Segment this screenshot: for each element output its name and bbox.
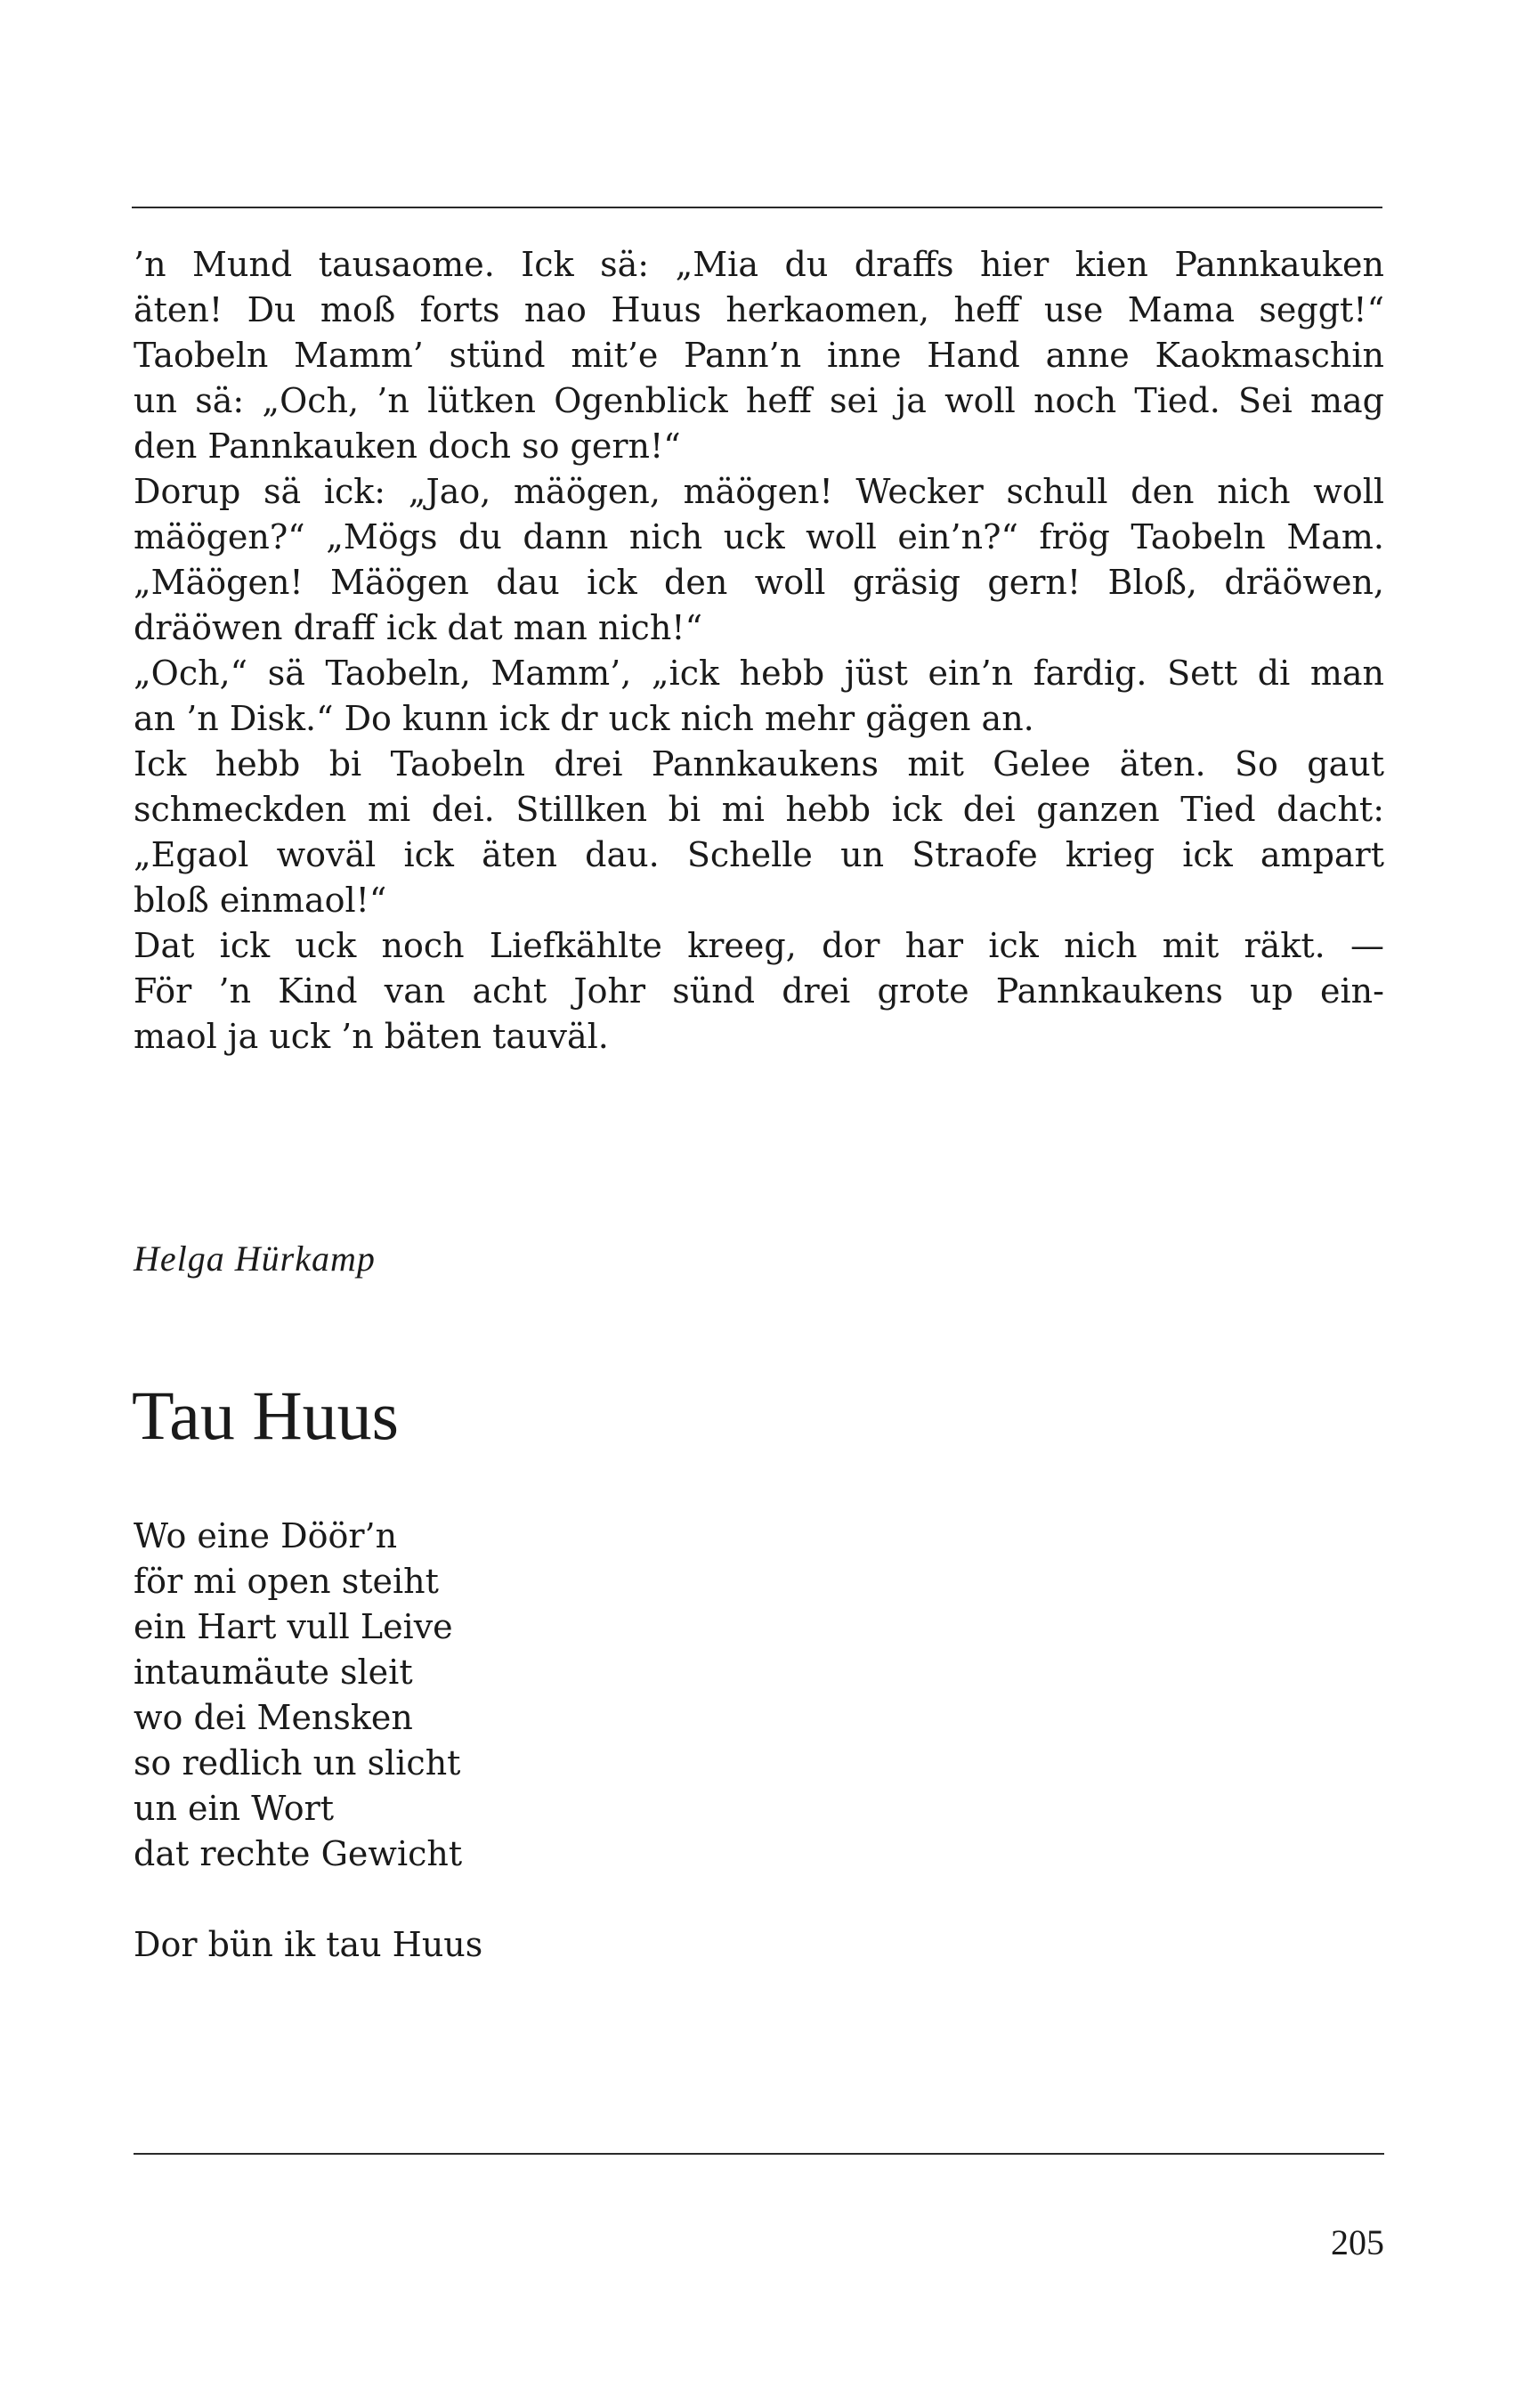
prose-line: För ’n Kind van acht Johr sünd drei grote Pannkaukens up ein- bbox=[134, 971, 1384, 1011]
prose-line: den Pannkauken doch so gern!“ bbox=[134, 426, 681, 466]
poem-line: ein Hart vull Leive bbox=[134, 1607, 453, 1646]
prose-line: ’n Mund tausaome. Ick sä: „Mia du draffs hier kien Pannkauken bbox=[134, 245, 1384, 284]
poem-text bbox=[134, 1514, 482, 1968]
poem-line: Wo eine Döör’n bbox=[134, 1516, 398, 1555]
poem-line: un ein Wort bbox=[134, 1789, 335, 1828]
poem-line: intaumäute sleit bbox=[134, 1653, 413, 1692]
prose-line: bloß einmaol!“ bbox=[134, 881, 387, 920]
prose-line: Taobeln Mamm’ stünd mit’e Pann’n inne Hand anne Kaokmaschin bbox=[134, 336, 1384, 375]
top-rule bbox=[132, 207, 1382, 208]
prose-line: schmeckden mi dei. Stillken bi mi hebb ick dei ganzen Tied dacht: bbox=[134, 790, 1384, 829]
poem-line: för mi open steiht bbox=[134, 1562, 439, 1601]
bottom-rule bbox=[134, 2153, 1384, 2155]
prose-line: maol ja uck ’n bäten tauväl. bbox=[134, 1017, 609, 1056]
poem-line: Dor bün ik tau Huus bbox=[134, 1925, 483, 1964]
author-name: Helga Hürkamp bbox=[134, 1239, 376, 1279]
prose-line: „Och,“ sä Taobeln, Mamm’, „ick hebb jüst ein’n fardig. Sett di man bbox=[134, 654, 1384, 693]
prose-line: „Egaol woväl ick äten dau. Schelle un Straofe krieg ick ampart bbox=[134, 835, 1384, 874]
poem-line: so redlich un slicht bbox=[134, 1743, 461, 1783]
prose-line: „Mäögen! Mäögen dau ick den woll gräsig gern! Bloß, dräöwen, bbox=[134, 563, 1384, 602]
page-number: 205 bbox=[1331, 2222, 1384, 2262]
prose-line: Ick hebb bi Taobeln drei Pannkaukens mit Gelee äten. So gaut bbox=[134, 744, 1384, 784]
prose-line: an ’n Disk.“ Do kunn ick dr uck nich mehr gägen an. bbox=[134, 699, 1034, 738]
prose-line: Dorup sä ick: „Jao, mäögen, mäögen! Wecker schull den nich woll bbox=[134, 472, 1384, 511]
poem-title: Tau Huus bbox=[132, 1377, 400, 1454]
prose-text bbox=[134, 242, 1384, 1060]
stanza-break bbox=[134, 1877, 482, 1922]
poem-line: dat rechte Gewicht bbox=[134, 1834, 463, 1873]
poem-line: wo dei Mensken bbox=[134, 1698, 413, 1737]
prose-line: Dat ick uck noch Liefkähltе kreeg, dor har ick nich mit räkt. — bbox=[134, 926, 1384, 965]
prose-line: mäögen?“ „Mögs du dann nich uck woll ein’n?“ frög Taobeln Mam. bbox=[134, 517, 1384, 556]
prose-line: dräöwen draff ick dat man nich!“ bbox=[134, 608, 703, 647]
prose-line: un sä: „Och, ’n lütken Ogenblick heff sei ja woll noch Tied. Sei mag bbox=[134, 381, 1384, 420]
prose-line: äten! Du moß forts nao Huus herkaomen, heff use Mama seggt!“ bbox=[134, 290, 1384, 329]
